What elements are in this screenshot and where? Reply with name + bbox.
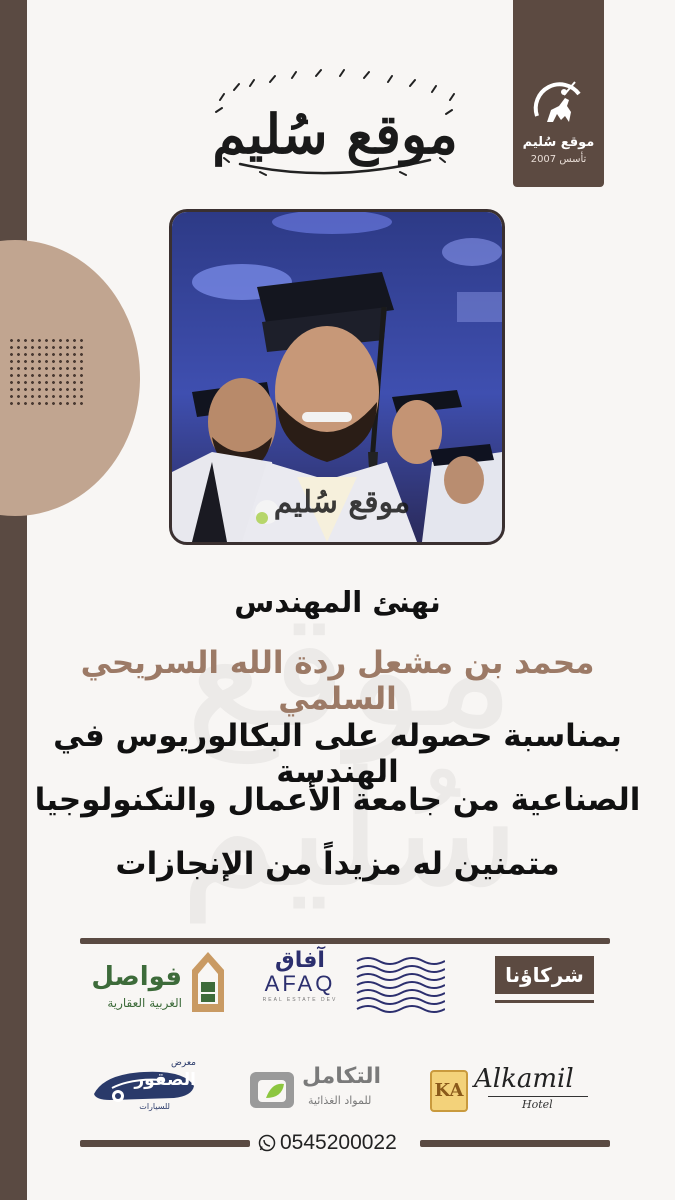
fawasel-sub: الغربية العقارية (107, 996, 182, 1010)
takamul-leaf-icon (248, 1070, 296, 1110)
graduate-name: محمد بن مشعل ردة الله السريحي السلمي (80, 645, 595, 717)
takamul-logo (248, 1064, 398, 1114)
alkamil-sub: Hotel (522, 1098, 553, 1111)
calligraphy-logo (200, 60, 470, 190)
fawasel-building-icon (188, 948, 228, 1014)
contact-line-left (80, 1140, 250, 1147)
contact-line-right (420, 1140, 610, 1147)
photo-watermark: موقع سُليم (273, 485, 411, 520)
congrats-line-degree: بمناسبة حصوله على البكالوريوس في الهندسة (53, 718, 622, 790)
takamul-name: التكامل (302, 1064, 382, 1089)
fawasel-name: فواصل (91, 962, 182, 992)
alkamil-name: Alkamil (474, 1064, 574, 1094)
congrats-line-university: الصناعية من جامعة الأعمال والتكنولوجيا (34, 782, 641, 818)
afaq-latin: AFAQ (264, 971, 336, 996)
saqoor-logo (90, 1058, 200, 1114)
saqoor-sub: للسيارات (139, 1102, 170, 1111)
waves-icon (355, 955, 445, 1017)
afaq-arabic: آفاق (275, 948, 325, 973)
calligraphy-text: موقع سُليم (212, 102, 458, 166)
takamul-sub: للمواد الغذائية (308, 1094, 372, 1107)
afaq-sub: REAL ESTATE DEV (262, 997, 338, 1003)
waves-logo (355, 955, 445, 1017)
left-border-bar (0, 0, 27, 1200)
section-divider (80, 938, 610, 944)
graduate-photo (169, 209, 505, 545)
brand-badge (513, 0, 604, 187)
horse-rider-emblem-icon (531, 72, 585, 132)
graduation-scene-image (172, 212, 502, 542)
congrats-line-wishes: متمنين له مزيداً من الإنجازات (115, 846, 560, 882)
alkamil-logo (426, 1062, 596, 1116)
brand-established: تأسس 2007 (530, 154, 587, 165)
contact-bar (0, 1128, 675, 1158)
partners-label: شركاؤنا (495, 956, 594, 994)
afaq-logo (255, 948, 345, 1020)
congrats-heading: نهنئ المهندس (234, 585, 441, 619)
dot-pattern (8, 337, 84, 409)
partners-underline (495, 1000, 594, 1003)
whatsapp-icon (258, 1134, 276, 1152)
saqoor-top: معرض (170, 1058, 196, 1068)
brand-name: موقع سُليم (522, 135, 595, 150)
phone-number[interactable]: 0545200022 (280, 1131, 397, 1154)
alkamil-mark: KA (430, 1070, 468, 1112)
saqoor-name: الصقور (134, 1070, 196, 1090)
fawasel-logo (80, 948, 230, 1020)
